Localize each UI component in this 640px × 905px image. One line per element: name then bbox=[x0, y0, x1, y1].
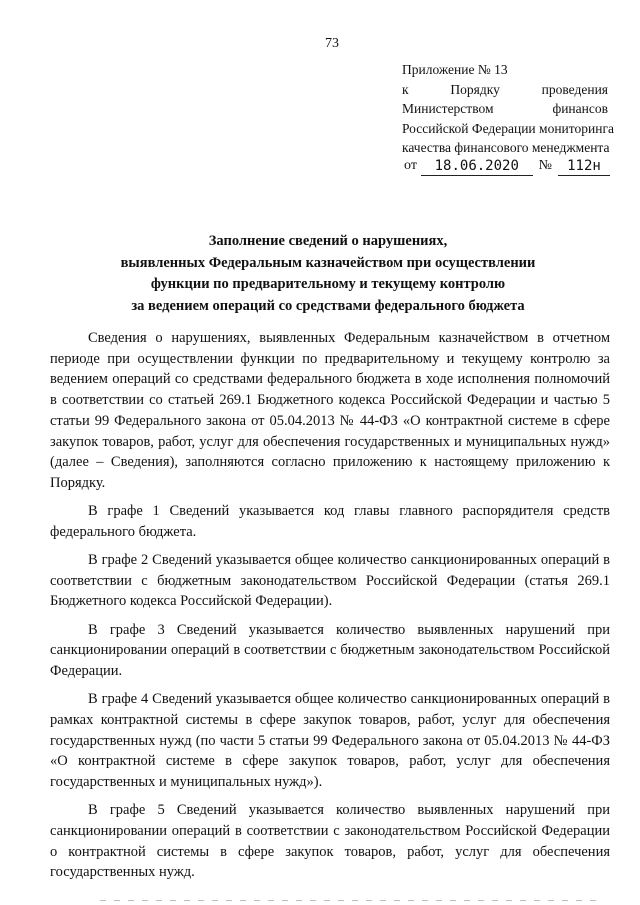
order-date-number bbox=[404, 156, 610, 176]
number-label: № bbox=[538, 158, 552, 173]
appendix-header bbox=[402, 60, 614, 158]
order-date: 18.06.2020 bbox=[421, 157, 533, 176]
body-paragraph: Сведения о нарушениях, выявленных Федеральным казначейством в отчетном периоде при осуществлении функции по предварительному и текущему контролю за ведением операций со средствами федерального бюджета в ходе исполнения полномочий в соответствии со статьей 269.1 Бюджетного кодекса Российской Федерации и частью 5 статьи 99 Федерального закона от 05.04.2013 № 44-ФЗ «О контрактной системе в сфере закупок товаров, работ, услуг для обеспечения государственных и муниципальных нужд» (далее – Сведения), заполняются согласно приложению к настоящему приложению к Порядку. bbox=[50, 330, 610, 491]
document-title bbox=[0, 231, 640, 317]
body-paragraph: В графе 1 Сведений указывается код главы главного распорядителя средств федерального бюджета. bbox=[50, 503, 610, 540]
appendix-line: Министерством финансов bbox=[402, 101, 608, 116]
page-number: 73 bbox=[325, 36, 339, 51]
body-paragraph: В графе 5 Сведений указывается количество выявленных нарушений при санкционировании операций в соответствии с законодательством Российской Федерации о контрактной системы в сфере закупок товаров, работ, услуг для обеспечения государственных нужд. bbox=[50, 802, 610, 881]
body-paragraph: В графе 4 Сведений указывается общее количество санкционированных операций в рамках контрактной системы в сфере закупок товаров, работ, услуг для обеспечения государственных нужд (по части 5 статьи 99 Федерального закона от 05.04.2013 № 44-ФЗ «О контрактной системе в сфере закупок товаров, работ, услуг для обеспечения государственных и муниципальных нужд»). bbox=[50, 691, 610, 791]
document-body bbox=[50, 328, 610, 891]
title-line: выявленных Федеральным казначейством при осуществлении bbox=[120, 254, 536, 271]
title-line: за ведением операций со средствами федерального бюджета bbox=[131, 297, 525, 314]
appendix-line: качества финансового менеджмента bbox=[402, 140, 610, 155]
title-line: функции по предварительному и текущему контролю bbox=[150, 276, 506, 292]
title-line: Заполнение сведений о нарушениях, bbox=[208, 233, 448, 249]
body-paragraph: В графе 2 Сведений указывается общее количество санкционированных операций в соответствии с бюджетным законодательством Российской Федерации (статья 269.1 Бюджетного кодекса Российской Федерации). bbox=[50, 552, 610, 610]
appendix-line: Приложение № 13 bbox=[402, 62, 508, 77]
order-number: 112н bbox=[558, 157, 610, 176]
appendix-line: Российской Федерации мониторинга bbox=[402, 120, 614, 136]
from-label: от bbox=[404, 158, 417, 173]
body-paragraph: В графе 3 Сведений указывается количество выявленных нарушений при санкционировании операций в соответствии с бюджетным законодательством Российской Федерации. bbox=[50, 621, 610, 680]
scan-artifact-line bbox=[100, 900, 600, 901]
appendix-line: к Порядку проведения bbox=[402, 81, 608, 97]
